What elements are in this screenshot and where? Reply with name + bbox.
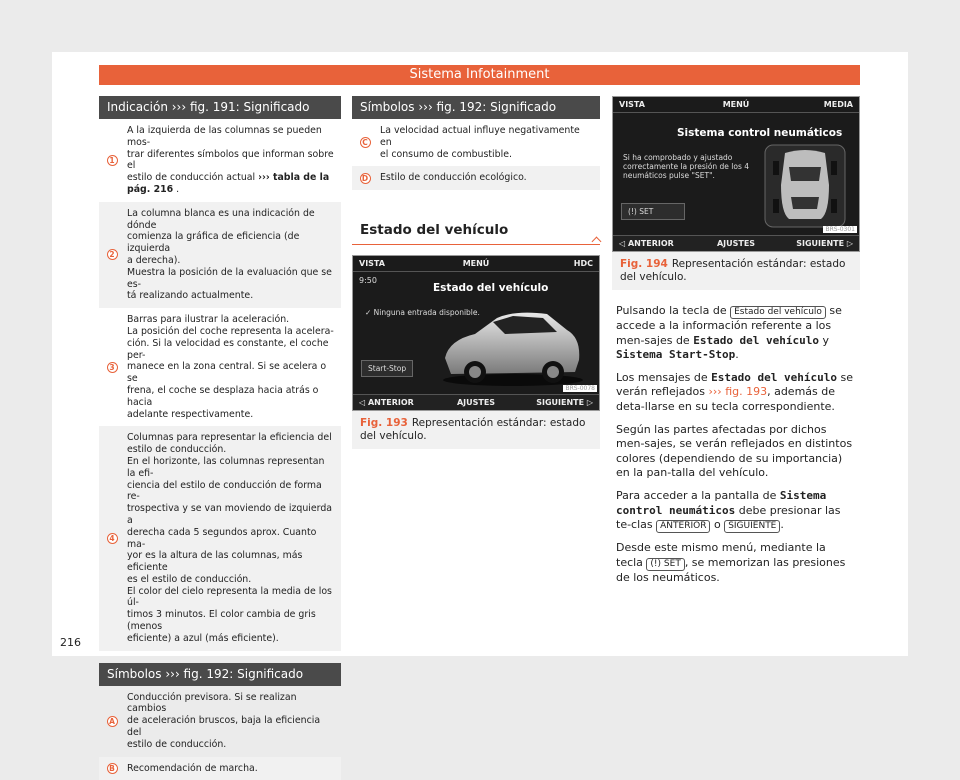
section-title: Estado del vehículo [352, 216, 600, 245]
paragraph [612, 541, 860, 585]
row-text: La columna blanca es una indicación de dónde comienza la gráfica de eficiencia (de izquierda a derecha). Muestra la posición de la evaluación que se es- tá realizando actualmente. [127, 207, 332, 302]
caption-text: Representación estándar: estado del vehículo. [620, 258, 846, 283]
screen-bottom-bar [613, 235, 859, 251]
estado-vehiculo-key[interactable]: Estado del vehículo [730, 306, 826, 319]
text: debe presionar las te-clas [616, 503, 841, 532]
page-header: Sistema Infotainment [99, 65, 860, 85]
column-middle [352, 96, 600, 449]
table-title: Símbolos ››› fig. 192: Significado [352, 96, 600, 119]
table-row [99, 757, 341, 780]
text: o [710, 518, 725, 532]
anterior-button[interactable]: ◁ ANTERIOR [359, 398, 414, 408]
paragraph: Según las partes afectadas por dichos men-sajes, se verán reflejados en distintos colores (dependiendo de su importancia) en la pan-talla del vehículo. [616, 422, 853, 480]
text: . [780, 518, 784, 532]
row-text: Barras para ilustrar la aceleración. La posición del coche representa la acelera- ción. Si la velocidad es constante, el coche per- manece en la zona central. Si se acelera o se frena, el coche se desplaza hacia atrás o hacia adelante respectivamente. [127, 314, 334, 420]
text: y [819, 333, 830, 347]
screen-time: 9:50 [359, 276, 377, 286]
check-icon: ✓ [365, 308, 374, 318]
menu-name: Estado del vehículo [711, 370, 837, 384]
tab-vista[interactable]: VISTA [619, 100, 645, 109]
text: Pulsando la tecla de [616, 304, 731, 317]
table-row [99, 308, 341, 426]
anterior-button[interactable]: ◁ ANTERIOR [619, 239, 674, 248]
table-row [352, 119, 600, 166]
table-reference-link[interactable]: ››› tabla de la pág. 216 [127, 172, 330, 195]
callout-4-icon: 4 [107, 533, 118, 544]
set-key[interactable]: (!) SET [646, 558, 684, 571]
text: , además de deta-llarse en su tecla correspondiente. [616, 385, 836, 413]
figure-caption [612, 252, 860, 290]
row-text-end: . [173, 183, 180, 195]
row-text: Estilo de conducción ecológico. [380, 172, 527, 184]
screen-message-text: Ninguna entrada disponible. [373, 308, 480, 318]
tire-pressure-icon: (!) [628, 207, 640, 216]
figure-code: BRS-0301 [825, 226, 855, 233]
tab-hdc[interactable]: HDC [573, 259, 593, 269]
row-text: A la izquierda de las columnas se pueden mos- trar diferentes símbolos que informan sobre el estilo de conducción actual [127, 125, 334, 184]
car-top-view-illustration [763, 143, 847, 229]
table-title: Indicación ››› fig. 191: Significado [99, 96, 341, 119]
screen-top-bar [613, 97, 859, 113]
siguiente-button[interactable]: SIGUIENTE ▷ [536, 398, 593, 408]
row-text: Recomendación de marcha. [127, 762, 258, 774]
text: Para acceder a la pantalla de [616, 488, 780, 502]
table-row [99, 119, 341, 202]
table-body [352, 119, 600, 190]
text: se accede a la información referente a los men-sajes de [616, 304, 842, 347]
menu-name: Sistema control neumáticos [616, 488, 827, 517]
screen-bottom-bar [353, 394, 599, 410]
menu-name: Estado del vehículo [693, 333, 820, 347]
paragraph [612, 371, 860, 415]
table-body [99, 686, 341, 780]
callout-c-icon: C [360, 137, 371, 148]
row-text: La velocidad actual influye negativamente en el consumo de combustible. [380, 125, 580, 160]
table-row [99, 686, 341, 757]
callout-1-icon: 1 [107, 155, 118, 166]
tab-menu[interactable]: MENÚ [462, 259, 490, 269]
car-illustration [435, 300, 585, 388]
callout-3-icon: 3 [107, 362, 118, 373]
text: Desde este mismo menú, mediante la tecla [616, 541, 826, 569]
callout-a-icon: A [107, 716, 118, 727]
callout-b-icon: B [107, 763, 118, 774]
menu-name: Sistema Start-Stop [616, 348, 736, 362]
screen-title: Estado del vehículo [433, 282, 549, 295]
siguiente-key[interactable]: SIGUIENTE [724, 520, 780, 533]
tab-media[interactable]: MEDIA [823, 100, 853, 109]
siguiente-button[interactable]: SIGUIENTE ▷ [796, 239, 853, 248]
figure-code: BRS-0078 [565, 385, 595, 393]
figure-label: Fig. 193 [360, 417, 408, 430]
figure-caption [352, 411, 600, 449]
caption-text: Representación estándar: estado del vehículo. [360, 417, 586, 443]
figure-reference-link[interactable]: ››› fig. 193 [708, 385, 768, 399]
set-button[interactable] [621, 203, 685, 220]
table-row [99, 426, 341, 650]
text: . [735, 348, 739, 362]
row-text: Conducción previsora. Si se realizan cambios de aceleración bruscos, baja la eficiencia del estilo de conducción. [127, 691, 321, 750]
figure-193-screen [352, 255, 600, 411]
column-left [99, 96, 341, 780]
text: , se memorizan las presiones de los neumáticos. [616, 555, 846, 584]
table-body [99, 119, 341, 651]
column-right [612, 96, 860, 585]
page-number: 216 [60, 636, 81, 649]
table-row [352, 166, 600, 190]
anterior-key[interactable]: ANTERIOR [656, 520, 710, 533]
callout-2-icon: 2 [107, 249, 118, 260]
ajustes-button[interactable]: AJUSTES [456, 398, 496, 408]
table-title: Símbolos ››› fig. 192: Significado [99, 663, 341, 686]
set-button-label: SET [639, 207, 654, 216]
start-stop-button[interactable]: Start-Stop [361, 360, 413, 377]
figure-label: Fig. 194 [620, 258, 668, 270]
ajustes-button[interactable]: AJUSTES [716, 239, 756, 248]
tab-menu[interactable]: MENÚ [722, 100, 750, 109]
text: se verán reflejados [616, 370, 853, 399]
screen-top-bar [353, 256, 599, 272]
table-row [99, 202, 341, 308]
row-text: Columnas para representar la eficiencia del estilo de conducción. En el horizonte, las columnas representan la efi- ciencia del estilo de conducción de forma re- trospectiva y se van moviendo de izquierda a derecha cada 5 segundos aprox. Cuanto ma- yor es la altura de las columnas, más eficiente es el estilo de conducción. El color del cielo representa la media de los úl- timos 3 minutos. El color cambia de gris (menos eficiente) a azul (más eficiente). [127, 432, 333, 644]
text: Los mensajes de [616, 370, 712, 384]
tab-vista[interactable]: VISTA [359, 259, 385, 269]
screen-message: Si ha comprobado y ajustado correctamente la presión de los 4 neumáticos pulse "SET". [623, 153, 750, 180]
paragraph [612, 304, 860, 363]
paragraph [612, 489, 860, 533]
screen-title: Sistema control neumáticos [677, 127, 843, 139]
figure-194-screen [612, 96, 860, 252]
callout-d-icon: D [360, 173, 371, 184]
